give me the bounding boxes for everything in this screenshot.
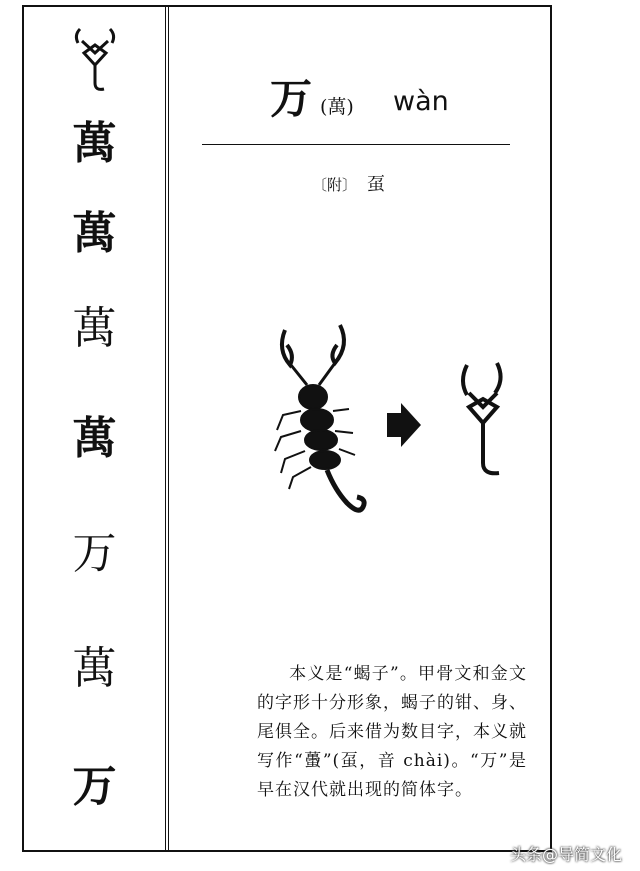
appendix-label: 〔附〕 [312, 176, 358, 194]
entry-traditional: (萬) [320, 96, 354, 118]
header-rule [202, 144, 510, 145]
description-paragraph [257, 660, 527, 805]
oracle-bone-glyph-icon [24, 25, 165, 97]
appendix-char: 虿 [367, 174, 386, 195]
seal-glyph: 萬 [72, 303, 117, 354]
bronze-glyph-2: 萬 [72, 208, 117, 259]
clerical-glyph: 萬 [72, 413, 117, 464]
cursive-glyph: 万 [72, 528, 117, 579]
oracle-glyph-icon [463, 363, 501, 473]
script-forms-column [24, 7, 165, 850]
bronze-glyph-1: 萬 [72, 118, 117, 169]
right-arrow-icon [387, 403, 421, 447]
regular-glyph: 万 [72, 761, 117, 812]
scorpion-drawing-icon [275, 325, 364, 510]
entry-character: 万 [270, 74, 313, 123]
column-divider [165, 7, 169, 850]
description-text: 本义是“蝎子”。甲骨文和金文的字形十分形象，蝎子的钳、身、尾俱全。后来借为数目字，本义就写作“蠆”(虿，音 chài)。“万”是早在汉代就出现的简体字。 [257, 664, 527, 800]
watermark: 头条@导简文化 [509, 845, 622, 864]
running-glyph: 萬 [72, 643, 117, 694]
illustration [255, 315, 535, 530]
entry-pinyin: wàn [393, 86, 449, 117]
appendix-line [312, 170, 385, 196]
